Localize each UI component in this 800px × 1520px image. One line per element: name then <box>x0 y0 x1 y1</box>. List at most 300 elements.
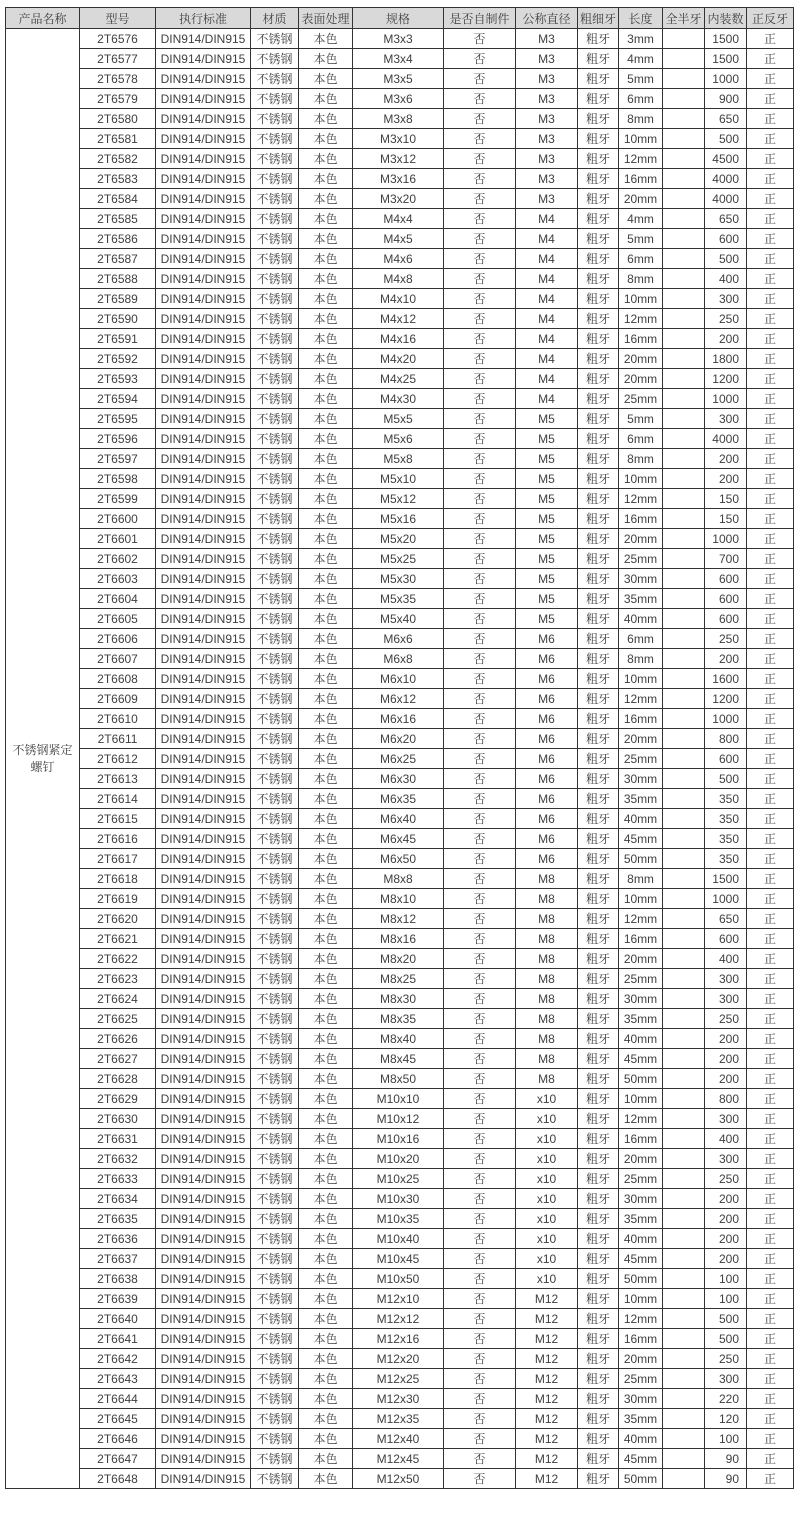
cell-thread_dir: 正 <box>747 329 794 349</box>
table-row <box>6 1189 794 1209</box>
cell-spec: M4x20 <box>353 349 444 369</box>
table-row <box>6 1449 794 1469</box>
cell-diameter: x10 <box>516 1249 578 1269</box>
column-header-material: 材质 <box>251 8 299 29</box>
cell-model: 2T6648 <box>80 1469 156 1489</box>
cell-self_made: 否 <box>444 1069 516 1089</box>
cell-full_half <box>663 1089 705 1109</box>
cell-diameter: M8 <box>516 1009 578 1029</box>
cell-length: 35mm <box>619 789 663 809</box>
cell-model: 2T6635 <box>80 1209 156 1229</box>
cell-diameter: M6 <box>516 809 578 829</box>
cell-standard: DIN914/DIN915 <box>156 1109 251 1129</box>
cell-standard: DIN914/DIN915 <box>156 929 251 949</box>
cell-length: 20mm <box>619 369 663 389</box>
cell-length: 8mm <box>619 109 663 129</box>
cell-thread_type: 粗牙 <box>578 889 619 909</box>
cell-qty: 1200 <box>705 689 747 709</box>
cell-thread_dir: 正 <box>747 649 794 669</box>
cell-finish: 本色 <box>299 1049 353 1069</box>
cell-thread_dir: 正 <box>747 149 794 169</box>
cell-thread_dir: 正 <box>747 469 794 489</box>
cell-qty: 1500 <box>705 29 747 49</box>
cell-diameter: M3 <box>516 29 578 49</box>
cell-spec: M3x8 <box>353 109 444 129</box>
cell-diameter: M5 <box>516 469 578 489</box>
cell-self_made: 否 <box>444 149 516 169</box>
cell-thread_type: 粗牙 <box>578 1129 619 1149</box>
cell-standard: DIN914/DIN915 <box>156 849 251 869</box>
cell-diameter: M12 <box>516 1329 578 1349</box>
cell-material: 不锈钢 <box>251 769 299 789</box>
cell-model: 2T6646 <box>80 1429 156 1449</box>
cell-qty: 250 <box>705 1009 747 1029</box>
cell-self_made: 否 <box>444 409 516 429</box>
table-row <box>6 849 794 869</box>
cell-length: 10mm <box>619 669 663 689</box>
cell-diameter: M5 <box>516 489 578 509</box>
cell-full_half <box>663 249 705 269</box>
cell-spec: M10x30 <box>353 1189 444 1209</box>
cell-material: 不锈钢 <box>251 1169 299 1189</box>
cell-standard: DIN914/DIN915 <box>156 1329 251 1349</box>
cell-self_made: 否 <box>444 249 516 269</box>
cell-spec: M4x10 <box>353 289 444 309</box>
cell-thread_type: 粗牙 <box>578 569 619 589</box>
table-row <box>6 1049 794 1069</box>
cell-length: 4mm <box>619 49 663 69</box>
cell-full_half <box>663 889 705 909</box>
cell-finish: 本色 <box>299 769 353 789</box>
cell-model: 2T6603 <box>80 569 156 589</box>
table-row <box>6 1229 794 1249</box>
cell-self_made: 否 <box>444 129 516 149</box>
cell-material: 不锈钢 <box>251 529 299 549</box>
cell-material: 不锈钢 <box>251 829 299 849</box>
cell-length: 12mm <box>619 1109 663 1129</box>
cell-standard: DIN914/DIN915 <box>156 409 251 429</box>
header-row <box>6 8 794 29</box>
cell-length: 50mm <box>619 1469 663 1489</box>
cell-length: 45mm <box>619 1449 663 1469</box>
cell-diameter: M6 <box>516 669 578 689</box>
cell-material: 不锈钢 <box>251 1349 299 1369</box>
cell-thread_type: 粗牙 <box>578 1309 619 1329</box>
cell-model: 2T6637 <box>80 1249 156 1269</box>
cell-thread_type: 粗牙 <box>578 489 619 509</box>
cell-length: 16mm <box>619 1129 663 1149</box>
cell-diameter: x10 <box>516 1209 578 1229</box>
table-row <box>6 1369 794 1389</box>
cell-thread_type: 粗牙 <box>578 349 619 369</box>
cell-self_made: 否 <box>444 749 516 769</box>
table-row <box>6 829 794 849</box>
cell-standard: DIN914/DIN915 <box>156 1449 251 1469</box>
cell-self_made: 否 <box>444 1389 516 1409</box>
cell-material: 不锈钢 <box>251 1429 299 1449</box>
cell-diameter: M12 <box>516 1309 578 1329</box>
cell-thread_dir: 正 <box>747 669 794 689</box>
cell-diameter: M4 <box>516 309 578 329</box>
cell-thread_type: 粗牙 <box>578 589 619 609</box>
cell-thread_type: 粗牙 <box>578 1269 619 1289</box>
cell-self_made: 否 <box>444 849 516 869</box>
cell-diameter: x10 <box>516 1129 578 1149</box>
cell-qty: 220 <box>705 1389 747 1409</box>
cell-material: 不锈钢 <box>251 1389 299 1409</box>
cell-material: 不锈钢 <box>251 1269 299 1289</box>
table-row <box>6 709 794 729</box>
cell-spec: M5x16 <box>353 509 444 529</box>
cell-self_made: 否 <box>444 329 516 349</box>
cell-full_half <box>663 1049 705 1069</box>
cell-qty: 1600 <box>705 669 747 689</box>
cell-material: 不锈钢 <box>251 609 299 629</box>
cell-self_made: 否 <box>444 589 516 609</box>
cell-model: 2T6577 <box>80 49 156 69</box>
cell-model: 2T6633 <box>80 1169 156 1189</box>
cell-qty: 800 <box>705 1089 747 1109</box>
cell-finish: 本色 <box>299 869 353 889</box>
cell-self_made: 否 <box>444 989 516 1009</box>
cell-self_made: 否 <box>444 1409 516 1429</box>
cell-spec: M10x50 <box>353 1269 444 1289</box>
cell-material: 不锈钢 <box>251 209 299 229</box>
cell-material: 不锈钢 <box>251 49 299 69</box>
cell-spec: M3x6 <box>353 89 444 109</box>
cell-diameter: M4 <box>516 389 578 409</box>
cell-finish: 本色 <box>299 969 353 989</box>
cell-model: 2T6638 <box>80 1269 156 1289</box>
cell-material: 不锈钢 <box>251 1229 299 1249</box>
cell-standard: DIN914/DIN915 <box>156 629 251 649</box>
cell-spec: M8x50 <box>353 1069 444 1089</box>
table-row <box>6 369 794 389</box>
cell-standard: DIN914/DIN915 <box>156 809 251 829</box>
cell-standard: DIN914/DIN915 <box>156 889 251 909</box>
cell-full_half <box>663 329 705 349</box>
cell-self_made: 否 <box>444 709 516 729</box>
cell-diameter: M6 <box>516 629 578 649</box>
cell-qty: 600 <box>705 749 747 769</box>
cell-qty: 4500 <box>705 149 747 169</box>
cell-thread_dir: 正 <box>747 189 794 209</box>
cell-spec: M10x10 <box>353 1089 444 1109</box>
cell-spec: M10x45 <box>353 1249 444 1269</box>
cell-self_made: 否 <box>444 1249 516 1269</box>
cell-self_made: 否 <box>444 1009 516 1029</box>
cell-qty: 200 <box>705 469 747 489</box>
cell-qty: 200 <box>705 1249 747 1269</box>
cell-finish: 本色 <box>299 629 353 649</box>
cell-diameter: M6 <box>516 689 578 709</box>
cell-length: 35mm <box>619 1009 663 1029</box>
cell-finish: 本色 <box>299 289 353 309</box>
cell-finish: 本色 <box>299 789 353 809</box>
cell-model: 2T6640 <box>80 1309 156 1329</box>
cell-standard: DIN914/DIN915 <box>156 1269 251 1289</box>
cell-model: 2T6598 <box>80 469 156 489</box>
table-row <box>6 1289 794 1309</box>
cell-material: 不锈钢 <box>251 709 299 729</box>
table-row <box>6 209 794 229</box>
cell-thread_type: 粗牙 <box>578 869 619 889</box>
cell-full_half <box>663 209 705 229</box>
cell-finish: 本色 <box>299 1209 353 1229</box>
cell-thread_dir: 正 <box>747 1129 794 1149</box>
table-header <box>6 8 794 29</box>
table-row <box>6 509 794 529</box>
cell-finish: 本色 <box>299 689 353 709</box>
cell-spec: M6x6 <box>353 629 444 649</box>
cell-spec: M10x20 <box>353 1149 444 1169</box>
cell-standard: DIN914/DIN915 <box>156 1309 251 1329</box>
cell-thread_dir: 正 <box>747 1389 794 1409</box>
cell-self_made: 否 <box>444 1429 516 1449</box>
cell-full_half <box>663 149 705 169</box>
cell-full_half <box>663 669 705 689</box>
cell-thread_type: 粗牙 <box>578 1429 619 1449</box>
cell-full_half <box>663 1249 705 1269</box>
cell-material: 不锈钢 <box>251 429 299 449</box>
cell-material: 不锈钢 <box>251 629 299 649</box>
cell-length: 6mm <box>619 429 663 449</box>
cell-thread_type: 粗牙 <box>578 1029 619 1049</box>
cell-thread_dir: 正 <box>747 569 794 589</box>
cell-model: 2T6644 <box>80 1389 156 1409</box>
cell-diameter: M12 <box>516 1389 578 1409</box>
table-row <box>6 669 794 689</box>
cell-thread_dir: 正 <box>747 449 794 469</box>
cell-model: 2T6643 <box>80 1369 156 1389</box>
table-row <box>6 1169 794 1189</box>
cell-length: 30mm <box>619 989 663 1009</box>
table-row <box>6 589 794 609</box>
cell-qty: 200 <box>705 1029 747 1049</box>
cell-length: 45mm <box>619 829 663 849</box>
cell-spec: M12x40 <box>353 1429 444 1449</box>
table-row <box>6 289 794 309</box>
cell-thread_type: 粗牙 <box>578 849 619 869</box>
cell-thread_dir: 正 <box>747 1429 794 1449</box>
cell-length: 8mm <box>619 269 663 289</box>
column-header-model: 型号 <box>80 8 156 29</box>
cell-thread_type: 粗牙 <box>578 329 619 349</box>
cell-self_made: 否 <box>444 1029 516 1049</box>
cell-model: 2T6582 <box>80 149 156 169</box>
cell-material: 不锈钢 <box>251 909 299 929</box>
cell-thread_type: 粗牙 <box>578 1289 619 1309</box>
cell-full_half <box>663 1129 705 1149</box>
cell-model: 2T6587 <box>80 249 156 269</box>
cell-spec: M4x8 <box>353 269 444 289</box>
cell-self_made: 否 <box>444 1469 516 1489</box>
cell-finish: 本色 <box>299 1289 353 1309</box>
cell-thread_dir: 正 <box>747 1289 794 1309</box>
cell-spec: M3x5 <box>353 69 444 89</box>
cell-material: 不锈钢 <box>251 509 299 529</box>
column-header-standard: 执行标准 <box>156 8 251 29</box>
cell-standard: DIN914/DIN915 <box>156 589 251 609</box>
cell-spec: M8x25 <box>353 969 444 989</box>
cell-qty: 1500 <box>705 869 747 889</box>
column-header-self_made: 是否自制件 <box>444 8 516 29</box>
cell-thread_type: 粗牙 <box>578 829 619 849</box>
cell-length: 35mm <box>619 1209 663 1229</box>
cell-full_half <box>663 89 705 109</box>
cell-full_half <box>663 689 705 709</box>
cell-material: 不锈钢 <box>251 549 299 569</box>
cell-spec: M4x6 <box>353 249 444 269</box>
cell-qty: 350 <box>705 829 747 849</box>
cell-qty: 250 <box>705 309 747 329</box>
cell-self_made: 否 <box>444 1089 516 1109</box>
cell-self_made: 否 <box>444 1449 516 1469</box>
cell-full_half <box>663 549 705 569</box>
cell-standard: DIN914/DIN915 <box>156 429 251 449</box>
cell-material: 不锈钢 <box>251 469 299 489</box>
cell-finish: 本色 <box>299 1089 353 1109</box>
cell-length: 10mm <box>619 469 663 489</box>
cell-model: 2T6608 <box>80 669 156 689</box>
cell-self_made: 否 <box>444 809 516 829</box>
cell-finish: 本色 <box>299 369 353 389</box>
cell-model: 2T6607 <box>80 649 156 669</box>
cell-thread_type: 粗牙 <box>578 929 619 949</box>
cell-finish: 本色 <box>299 149 353 169</box>
cell-spec: M10x12 <box>353 1109 444 1129</box>
table-row <box>6 129 794 149</box>
cell-material: 不锈钢 <box>251 149 299 169</box>
cell-standard: DIN914/DIN915 <box>156 349 251 369</box>
cell-length: 20mm <box>619 189 663 209</box>
cell-full_half <box>663 729 705 749</box>
cell-finish: 本色 <box>299 389 353 409</box>
cell-finish: 本色 <box>299 69 353 89</box>
table-row <box>6 329 794 349</box>
cell-full_half <box>663 529 705 549</box>
table-row <box>6 29 794 49</box>
cell-self_made: 否 <box>444 1309 516 1329</box>
cell-thread_type: 粗牙 <box>578 649 619 669</box>
cell-self_made: 否 <box>444 1229 516 1249</box>
cell-diameter: M4 <box>516 269 578 289</box>
cell-diameter: x10 <box>516 1149 578 1169</box>
cell-thread_dir: 正 <box>747 369 794 389</box>
cell-standard: DIN914/DIN915 <box>156 209 251 229</box>
cell-qty: 120 <box>705 1409 747 1429</box>
table-row <box>6 529 794 549</box>
cell-self_made: 否 <box>444 669 516 689</box>
cell-finish: 本色 <box>299 109 353 129</box>
cell-diameter: M8 <box>516 949 578 969</box>
cell-thread_type: 粗牙 <box>578 1249 619 1269</box>
cell-full_half <box>663 49 705 69</box>
cell-thread_dir: 正 <box>747 689 794 709</box>
cell-finish: 本色 <box>299 329 353 349</box>
cell-standard: DIN914/DIN915 <box>156 249 251 269</box>
cell-length: 6mm <box>619 629 663 649</box>
cell-finish: 本色 <box>299 1449 353 1469</box>
cell-thread_dir: 正 <box>747 109 794 129</box>
cell-diameter: x10 <box>516 1269 578 1289</box>
table-row <box>6 1089 794 1109</box>
table-row <box>6 1309 794 1329</box>
cell-self_made: 否 <box>444 269 516 289</box>
cell-thread_dir: 正 <box>747 29 794 49</box>
cell-finish: 本色 <box>299 1309 353 1329</box>
cell-spec: M6x30 <box>353 769 444 789</box>
cell-full_half <box>663 69 705 89</box>
cell-thread_dir: 正 <box>747 749 794 769</box>
cell-diameter: M6 <box>516 649 578 669</box>
cell-self_made: 否 <box>444 1149 516 1169</box>
cell-thread_type: 粗牙 <box>578 1229 619 1249</box>
cell-qty: 700 <box>705 549 747 569</box>
cell-model: 2T6629 <box>80 1089 156 1109</box>
cell-spec: M8x20 <box>353 949 444 969</box>
cell-spec: M12x12 <box>353 1309 444 1329</box>
cell-thread_dir: 正 <box>747 549 794 569</box>
cell-model: 2T6614 <box>80 789 156 809</box>
cell-full_half <box>663 229 705 249</box>
cell-model: 2T6610 <box>80 709 156 729</box>
cell-spec: M8x12 <box>353 909 444 929</box>
cell-qty: 250 <box>705 1349 747 1369</box>
cell-full_half <box>663 869 705 889</box>
cell-model: 2T6616 <box>80 829 156 849</box>
cell-spec: M10x16 <box>353 1129 444 1149</box>
cell-length: 45mm <box>619 1049 663 1069</box>
cell-material: 不锈钢 <box>251 1309 299 1329</box>
cell-diameter: M8 <box>516 969 578 989</box>
cell-thread_type: 粗牙 <box>578 1409 619 1429</box>
table-row <box>6 429 794 449</box>
cell-thread_type: 粗牙 <box>578 49 619 69</box>
table-row <box>6 1009 794 1029</box>
cell-length: 20mm <box>619 349 663 369</box>
cell-standard: DIN914/DIN915 <box>156 289 251 309</box>
cell-length: 40mm <box>619 1429 663 1449</box>
cell-standard: DIN914/DIN915 <box>156 509 251 529</box>
cell-thread_dir: 正 <box>747 609 794 629</box>
cell-length: 4mm <box>619 209 663 229</box>
cell-finish: 本色 <box>299 1169 353 1189</box>
cell-self_made: 否 <box>444 389 516 409</box>
cell-thread_type: 粗牙 <box>578 129 619 149</box>
cell-length: 6mm <box>619 249 663 269</box>
cell-self_made: 否 <box>444 909 516 929</box>
cell-finish: 本色 <box>299 189 353 209</box>
cell-qty: 1000 <box>705 709 747 729</box>
cell-length: 10mm <box>619 1289 663 1309</box>
cell-length: 25mm <box>619 749 663 769</box>
cell-full_half <box>663 969 705 989</box>
cell-standard: DIN914/DIN915 <box>156 969 251 989</box>
cell-diameter: M4 <box>516 249 578 269</box>
table-row <box>6 489 794 509</box>
cell-length: 10mm <box>619 289 663 309</box>
cell-standard: DIN914/DIN915 <box>156 1249 251 1269</box>
cell-model: 2T6639 <box>80 1289 156 1309</box>
cell-full_half <box>663 929 705 949</box>
cell-diameter: M5 <box>516 589 578 609</box>
cell-diameter: M5 <box>516 449 578 469</box>
cell-spec: M12x16 <box>353 1329 444 1349</box>
cell-finish: 本色 <box>299 469 353 489</box>
cell-spec: M3x4 <box>353 49 444 69</box>
cell-spec: M6x12 <box>353 689 444 709</box>
